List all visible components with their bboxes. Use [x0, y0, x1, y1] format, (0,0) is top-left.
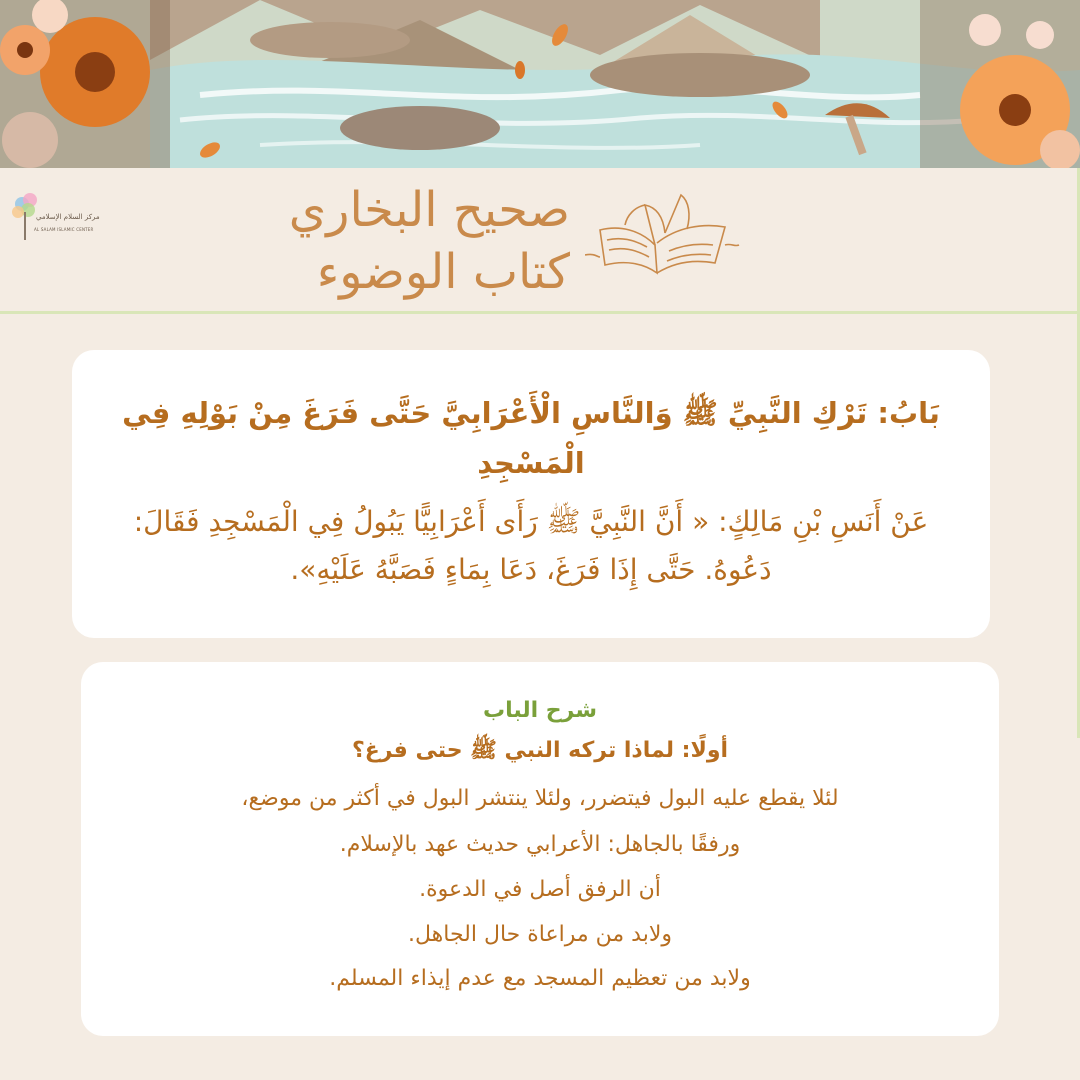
sharh-title: شرح الباب [483, 698, 597, 723]
hadith-text: عَنْ أَنَسِ بْنِ مَالِكٍ: « أَنَّ النَّبِيَّ ﷺ رَأَى أَعْرَابِيًّا يَبُولُ فِي الْمَسْجِدِ فَقَالَ: دَعُوهُ. حَتَّى إِذَا فَرَغَ، دَعَا بِمَاءٍ فَصَبَّهُ عَلَيْهِ». [133, 505, 929, 586]
page-subtitle: كتاب الوضوء [316, 244, 570, 300]
logo-english-text: AL SALAM ISLAMIC CENTER [34, 227, 94, 232]
header-divider [0, 311, 1080, 314]
sharh-line: ولابد من مراعاة حال الجاهل. [408, 922, 672, 947]
sharh-line: ولابد من تعظيم المسجد مع عدم إيذاء المسلم. [329, 966, 751, 991]
page-title: صحيح البخاري [288, 182, 570, 238]
sharh-line: أن الرفق أصل في الدعوة. [419, 877, 661, 902]
logo-arabic-text: مركز السلام الإسلامي [36, 213, 100, 221]
banner-illustration [0, 0, 1080, 168]
open-book-icon [585, 185, 740, 280]
sharh-line: لئلا يقطع عليه البول فيتضرر، ولئلا ينتشر البول في أكثر من موضع، [241, 786, 839, 811]
sharh-question: أولًا: لماذا تركه النبي ﷺ حتى فرغ؟ [351, 738, 729, 763]
sharh-line: ورفقًا بالجاهل: الأعرابي حديث عهد بالإسلام. [339, 832, 741, 857]
sharh-card [81, 662, 999, 1036]
hadith-card [72, 350, 990, 638]
bab-title: بَابُ: تَرْكِ النَّبِيِّ ﷺ وَالنَّاسِ الْأَعْرَابِيَّ حَتَّى فَرَغَ مِنْ بَوْلِهِ فِي الْمَسْجِدِ [122, 396, 940, 480]
